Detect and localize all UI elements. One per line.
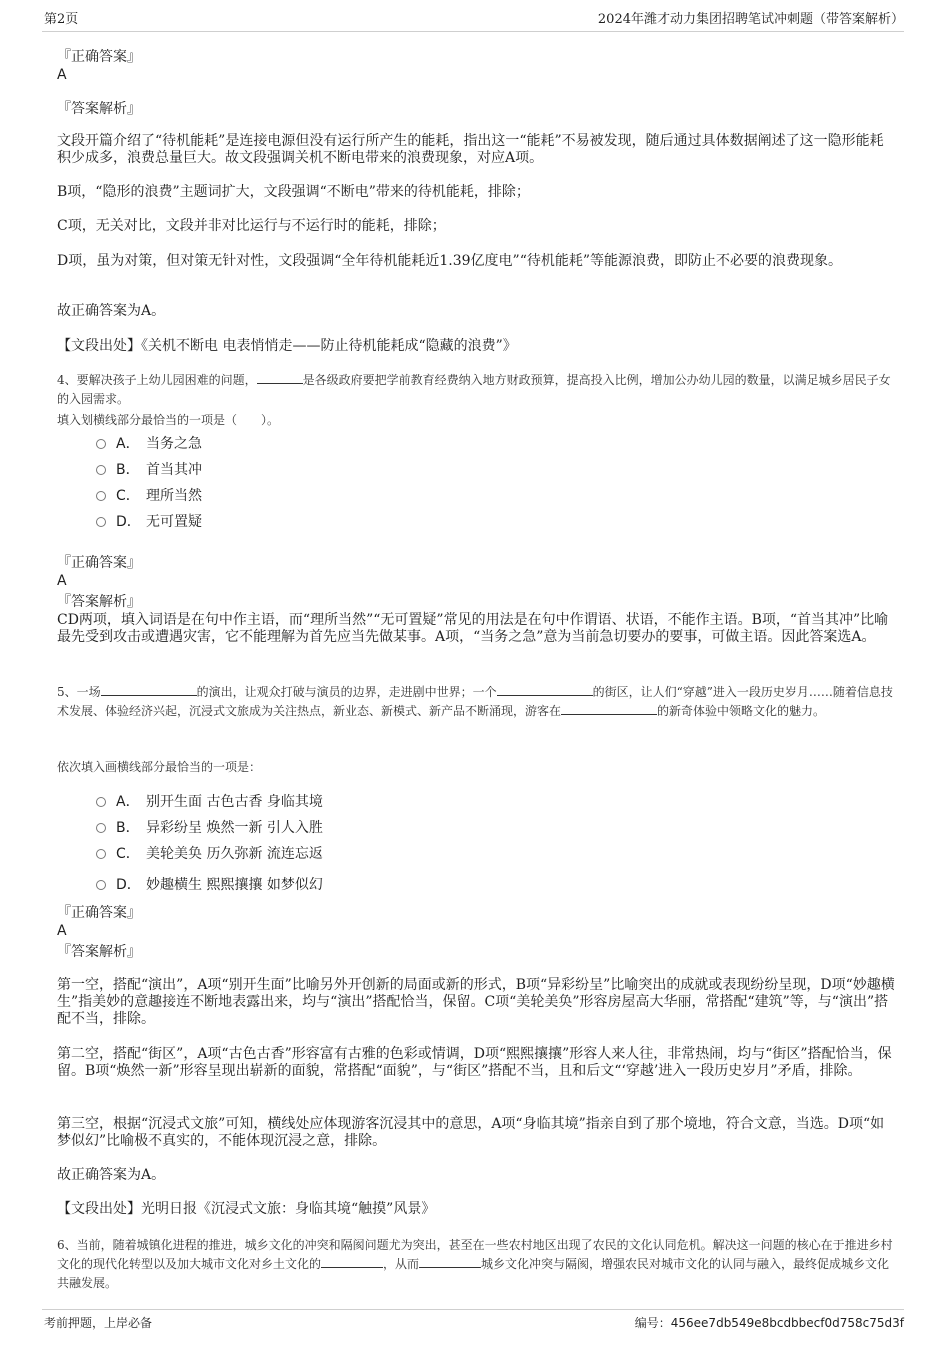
header-divider [42, 31, 904, 32]
fill-blank [257, 371, 303, 384]
q3-answer: A [57, 67, 67, 83]
radio-icon[interactable] [96, 439, 106, 449]
q5-option-a[interactable]: A． 别开生面 古色古香 身临其境 [96, 793, 323, 811]
fill-blank [321, 1255, 383, 1268]
q4-analysis: CD两项，填入词语是在句中作主语，而“理所当然”“无可置疑”常见的用法是在句中作谓语、状语，不能作主语。B项，“首当其冲”比喻最先受到攻击或遭遇灾害，它不能理解为首先应当先做某事。A项，“当务之急”意为当前急切要办的要事，可做主语。因此答案选A。 [57, 612, 889, 645]
q5-source: 【文段出处】光明日报《沉浸式文旅：身临其境“触摸”风景》 [57, 1201, 436, 1217]
q3-analysis-paragraph: B项，“隐形的浪费”主题词扩大，文段强调“不断电”带来的待机能耗，排除； [57, 184, 530, 200]
q3-analysis-paragraph: D项，虽为对策，但对策无针对性，文段强调“全年待机能耗近1.39亿度电”“待机能耗”等能源浪费，即防止不必要的浪费现象。 [57, 253, 843, 269]
q3-analysis-paragraph: 文段开篇介绍了“待机能耗”是连接电源但没有运行所产生的能耗，指出这一“能耗”不易被发现，随后通过具体数据阐述了这一隐形能耗积少成多，浪费总量巨大。故文段强调关机不断电带来的浪费现象，对应A项。 [57, 133, 884, 166]
fill-blank [419, 1255, 481, 1268]
q3-analysis-heading: 『答案解析』 [57, 101, 141, 117]
q5-analysis-paragraph: 第一空，搭配“演出”，A项“别开生面”比喻另外开创新的局面或新的形式，B项“异彩纷呈”比喻突出的成就或表现纷纷呈现，D项“妙趣横生”指美妙的意趣接连不断地表露出来，均与“演出”搭配恰当，保留。C项“美轮美奂”形容房屋高大华丽，常搭配“建筑”等，与“演出”搭配不当，排除。 [57, 977, 895, 1027]
radio-icon[interactable] [96, 465, 106, 475]
fill-blank [101, 683, 197, 696]
document-code: 编号：456ee7db549e8bcdbbecf0d758c75d3f [634, 1316, 904, 1330]
radio-icon[interactable] [96, 849, 106, 859]
fill-blank [497, 683, 593, 696]
fill-blank [561, 702, 657, 715]
footer-slogan: 考前押题，上岸必备 [44, 1316, 153, 1330]
q5-option-d[interactable]: D． 妙趣横生 熙熙攘攘 如梦似幻 [96, 876, 323, 894]
q4-option-c[interactable]: C． 理所当然 [96, 487, 202, 505]
q4-option-d[interactable]: D． 无可置疑 [96, 513, 202, 531]
q4-stem: 4、要解决孩子上幼儿园困难的问题， 是各级政府要把学前教育经费纳入地方财政预算，提高投入比例，增加公办幼儿园的数量，以满足城乡居民子女的入园需求。 [57, 373, 891, 406]
q5-prompt: 依次填入画横线部分最恰当的一项是： [57, 760, 262, 774]
footer-divider [42, 1309, 904, 1310]
radio-icon[interactable] [96, 880, 106, 890]
q6-stem: 6、当前，随着城镇化进程的推进，城乡文化的冲突和隔阂问题尤为突出，甚至在一些农村地区出现了农民的文化认同危机。解决这一问题的核心在于推进乡村文化的现代化转型以及加大城市文化对乡土文化的 ，从而 城乡文化冲突与隔阂，增强农民对城市文化的认同与融入，最终促成城乡文化共融发展。 [57, 1238, 893, 1290]
q5-answer-heading: 『正确答案』 [57, 905, 141, 921]
q5-answer: A [57, 923, 67, 939]
q4-analysis-heading: 『答案解析』 [57, 594, 141, 610]
radio-icon[interactable] [96, 517, 106, 527]
q5-analysis-heading: 『答案解析』 [57, 944, 141, 960]
radio-icon[interactable] [96, 797, 106, 807]
q5-conclusion: 故正确答案为A。 [57, 1167, 166, 1183]
q3-analysis-paragraph: C项，无关对比，文段并非对比运行与不运行时的能耗，排除； [57, 218, 446, 234]
q3-conclusion: 故正确答案为A。 [57, 303, 166, 319]
q3-source: 【文段出处】《关机不断电 电表悄悄走——防止待机能耗成“隐藏的浪费”》 [57, 338, 517, 354]
q4-option-a[interactable]: A． 当务之急 [96, 435, 202, 453]
radio-icon[interactable] [96, 823, 106, 833]
q4-option-b[interactable]: B． 首当其冲 [96, 461, 202, 479]
q5-option-c[interactable]: C． 美轮美奂 历久弥新 流连忘返 [96, 845, 323, 863]
q3-answer-heading: 『正确答案』 [57, 49, 141, 65]
q5-stem: 5、一场 的演出，让观众打破与演员的边界，走进剧中世界；一个 的街区，让人们“穿越”进入一段历史岁月……随着信息技术发展、体验经济兴起，沉浸式文旅成为关注热点，新业态、新模式、新产品不断涌现，游客在 的新奇体验中领略文化的魅力。 [57, 685, 893, 718]
q5-analysis-paragraph: 第二空，搭配“街区”，A项“古色古香”形容富有古雅的色彩或情调，D项“熙熙攘攘”形容人来人往，非常热闹，均与“街区”搭配恰当，保留。B项“焕然一新”形容呈现出崭新的面貌，常搭配“面貌”，与“街区”搭配不当，且和后文“‘穿越’进入一段历史岁月”矛盾，排除。 [57, 1046, 892, 1079]
page-number: 第2页 [44, 12, 79, 27]
document-title: 2024年潍才动力集团招聘笔试冲刺题（带答案解析） [597, 12, 904, 27]
radio-icon[interactable] [96, 491, 106, 501]
q4-prompt: 填入划横线部分最恰当的一项是（ ）。 [57, 413, 280, 427]
q5-option-b[interactable]: B． 异彩纷呈 焕然一新 引人入胜 [96, 819, 323, 837]
q5-analysis-paragraph: 第三空，根据“沉浸式文旅”可知，横线处应体现游客沉浸其中的意思，A项“身临其境”指亲自到了那个境地，符合文意，当选。D项“如梦似幻”比喻极不真实的，不能体现沉浸之意，排除。 [57, 1116, 885, 1149]
q4-answer: A [57, 573, 67, 589]
q4-answer-heading: 『正确答案』 [57, 555, 141, 571]
